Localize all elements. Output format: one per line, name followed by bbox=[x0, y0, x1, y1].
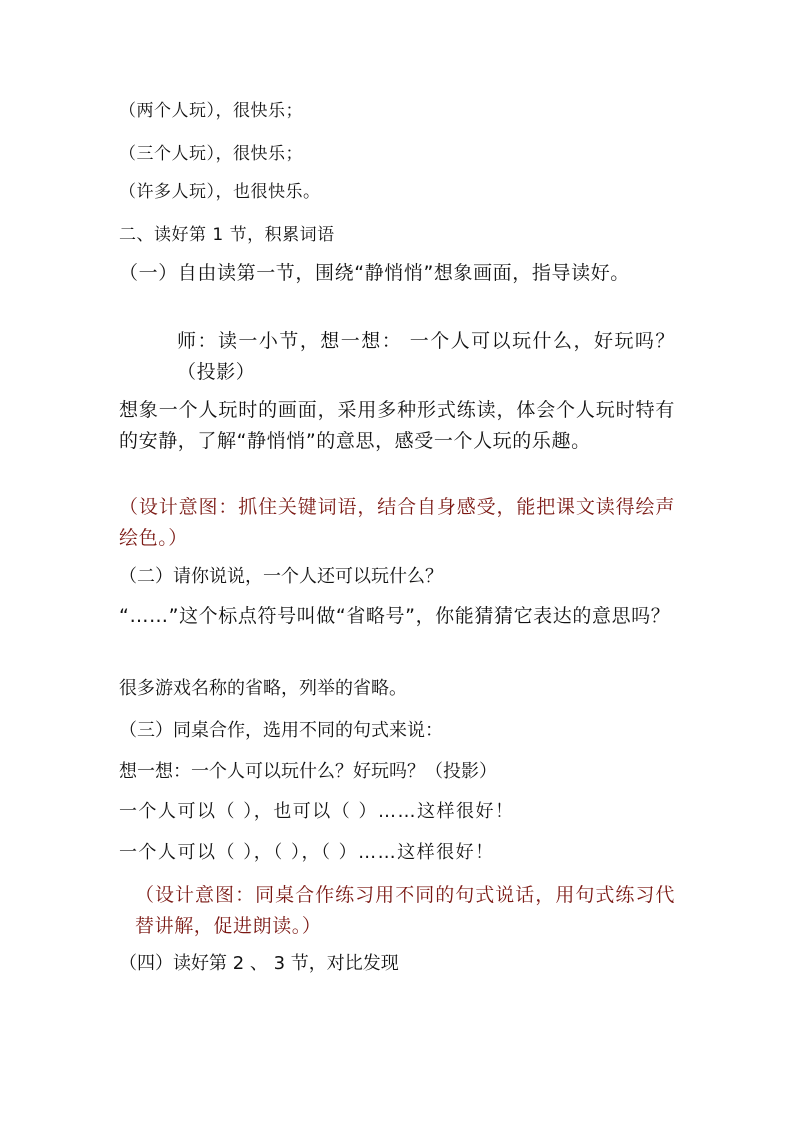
text-line-many-people: （许多人玩），也很快乐。 bbox=[119, 182, 321, 202]
step-3-heading: （三）同桌合作，选用不同的句式来说： bbox=[119, 720, 443, 741]
sentence-pattern-1: 一个人可以（ ），也可以（ ）……这样很好！ bbox=[119, 801, 515, 822]
step-4-heading: （四）读好第 2 、 3 节，对比发现 bbox=[119, 953, 399, 974]
design-intent-2: （设计意图：同桌合作练习用不同的句式说话，用句式练习代替讲解，促进朗读。） bbox=[135, 884, 675, 937]
text-line-three-people: （三个人玩），很快乐； bbox=[119, 144, 303, 164]
sentence-pattern-2: 一个人可以（ ），（ ），（ ）……这样很好！ bbox=[119, 842, 495, 863]
design-intent-1: （设计意图：抓住关键词语，结合自身感受，能把课文读得绘声绘色。） bbox=[119, 496, 675, 549]
text-line-two-people: （两个人玩），很快乐； bbox=[119, 101, 303, 121]
omission-line: 很多游戏名称的省略，列举的省略。 bbox=[119, 678, 407, 699]
step-2-heading: （二）请你说说，一个人还可以玩什么？ bbox=[119, 566, 443, 587]
section-heading-2: 二、读好第 1 节，积累词语 bbox=[119, 225, 335, 245]
ellipsis-paragraph: “……”这个标点符号叫做“省略号”，你能猜猜它表达的意思吗？ bbox=[119, 605, 671, 627]
imagine-paragraph: 想象一个人玩时的画面，采用多种形式练读，体会个人玩时特有的安静，了解“静悄悄”的意思，感受一个人玩的乐趣。 bbox=[119, 399, 675, 452]
think-line: 想一想：一个人可以玩什么？好玩吗？（投影） bbox=[119, 761, 497, 782]
teacher-prompt-paragraph: 师：读一小节，想一想： 一个人可以玩什么，好玩吗？（投影） bbox=[177, 330, 675, 383]
step-1-paragraph: （一）自由读第一节，围绕“静悄悄”想象画面，指导读好。 bbox=[119, 262, 630, 284]
